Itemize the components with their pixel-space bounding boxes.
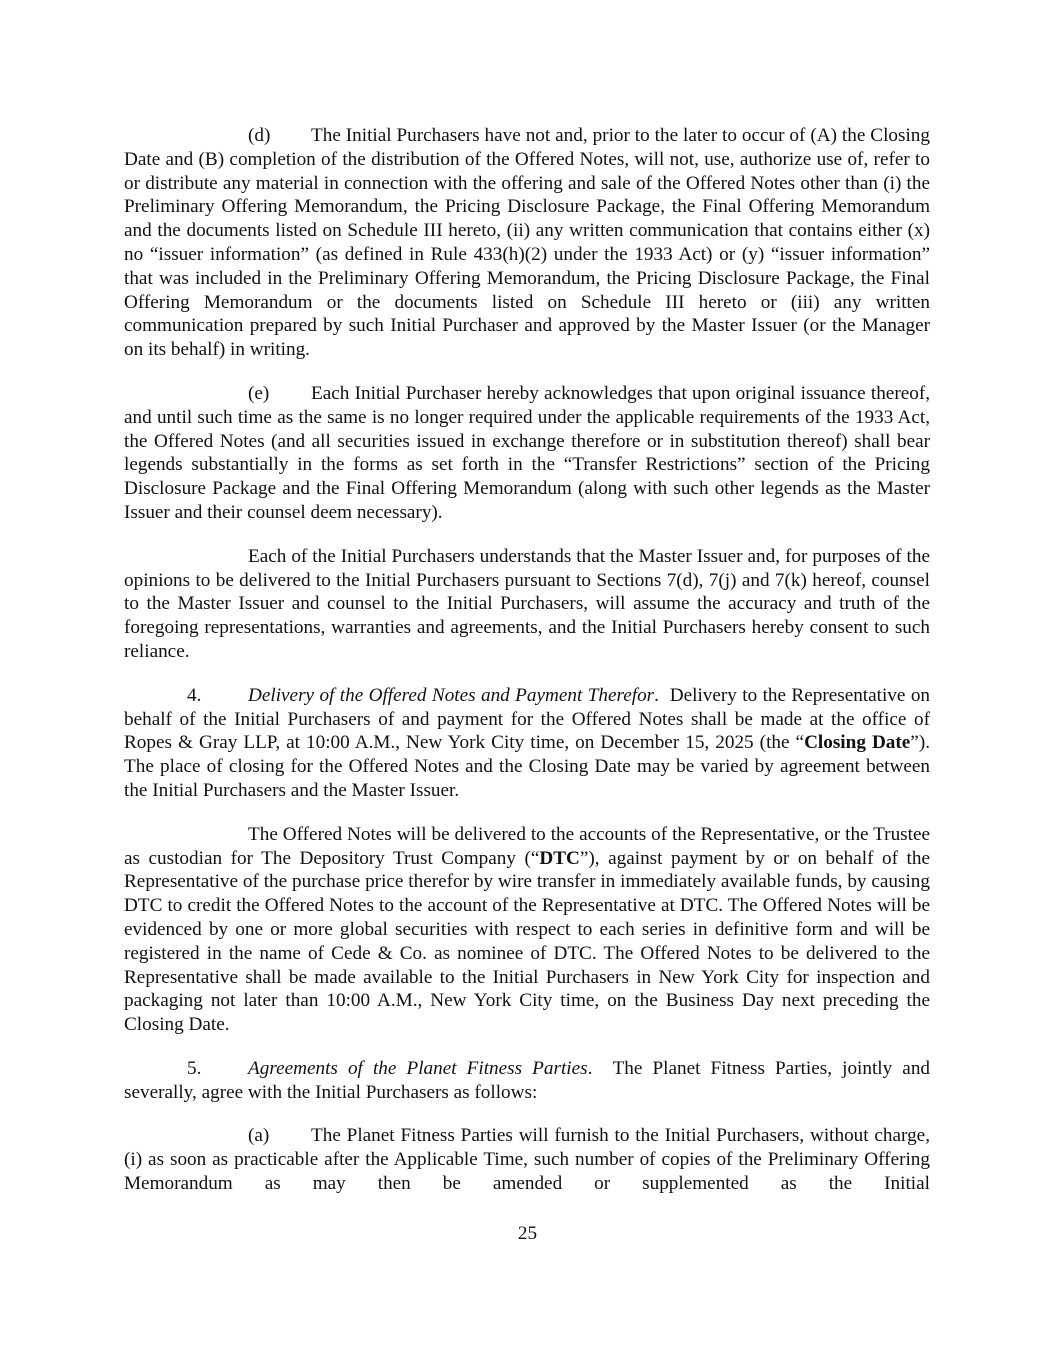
section-4-text-b: ”). The place of closing for the Offered Notes and the Closing Date may be varied by agreement between the Initial Purchasers and the Master Issuer.: [124, 732, 930, 801]
paragraph-e-text: Each Initial Purchaser hereby acknowledges that upon original issuance thereof, and until such time as the same is no longer required under the applicable requirements of the 1933 Act, the Offered Notes (and all securities issued in exchange therefore or in substitution thereof) shall bear legends substantially in the forms as set forth in the “Transfer Restrictions” section of the Pricing Disclosure Package and the Final Offering Memorandum (along with such other legends as the Master Issuer and their counsel deem necessary).: [124, 382, 930, 523]
section-5-number: 5.: [187, 1057, 202, 1079]
section-5-heading-punct: .: [587, 1057, 593, 1079]
paragraph-e: [124, 382, 930, 525]
paragraph-a: [124, 1124, 930, 1195]
closing-date-term: Closing Date: [804, 732, 911, 754]
paragraph-d-label: (d): [248, 125, 271, 146]
paragraph-a-text: The Planet Fitness Parties will furnish to the Initial Purchasers, without charge, (i) as soon as practicable after the Applicable Time, such number of copies of the Preliminary Offering Memorandum as may then be amended or supplemented as the Initial: [124, 1125, 930, 1195]
section-5-heading: Agreements of the Planet Fitness Parties: [248, 1057, 588, 1079]
paragraph-delivery-text-b: ”), against payment by or on behalf of the Representative of the purchase price therefor by wire transfer in immediately available funds, by causing DTC to credit the Offered Notes to the account of the Representative at DTC. The Offered Notes will be evidenced by one or more global securities with respect to each series in definitive form and will be registered in the name of Cede & Co. as nominee of DTC. The Offered Notes to be delivered to the Representative shall be made available to the Initial Purchasers in New York City for inspection and packaging not later than 10:00 A.M., New York City time, on the Business Day next preceding the Closing Date.: [124, 847, 930, 1036]
paragraph-reliance-text: Each of the Initial Purchasers understands that the Master Issuer and, for purposes of the opinions to be delivered to the Initial Purchasers pursuant to Sections 7(d), 7(j) and 7(k) hereof, counsel to the Master Issuer and counsel to the Initial Purchasers, will assume the accuracy and truth of the foregoing representations, warranties and agreements, and the Initial Purchasers hereby consent to such reliance.: [124, 545, 930, 662]
section-4-number: 4.: [187, 684, 202, 706]
paragraph-a-label: (a): [248, 1125, 270, 1147]
paragraph-delivery: [124, 823, 930, 1037]
paragraph-delivery-text-a: The Offered Notes will be delivered to the accounts of the Representative, or the Trustee as custodian for The Depository Trust Company (“: [124, 823, 930, 869]
section-4-heading-punct: .: [654, 684, 659, 706]
paragraph-e-label: (e): [248, 382, 270, 404]
page-number: 25: [517, 1223, 538, 1244]
paragraph-d: [124, 124, 930, 362]
section-4-heading: Delivery of the Offered Notes and Payment Therefor: [248, 684, 655, 706]
paragraph-reliance: [124, 545, 930, 664]
section-4-text-a: Delivery to the Representative on behalf of the Initial Purchasers of and payment for the Offered Notes shall be made at the office of Ropes & Gray LLP, at 10:00 A.M., New York City time, on December 15, 2025 (the “: [124, 684, 931, 754]
section-4: [124, 684, 930, 803]
section-5-text: The Planet Fitness Parties, jointly and severally, agree with the Initial Purchasers as follows:: [124, 1057, 931, 1103]
document-page: [124, 124, 930, 1216]
section-5: [124, 1057, 930, 1105]
dtc-term: DTC: [539, 847, 580, 869]
paragraph-d-text: The Initial Purchasers have not and, prior to the later to occur of (A) the Closing Date and (B) completion of the distribution of the Offered Notes, will not, use, authorize use of, refer to or distribute any material in connection with the offering and sale of the Offered Notes other than (i) the Preliminary Offering Memorandum, the Pricing Disclosure Package, the Final Offering Memorandum and the documents listed on Schedule III hereto, (ii) any written communication that contains either (x) no “issuer information” (as defined in Rule 433(h)(2) under the 1933 Act) or (y) “issuer information” that was included in the Preliminary Offering Memorandum, the Pricing Disclosure Package, the Final Offering Memorandum or the documents listed on Schedule III hereto or (iii) any written communication prepared by such Initial Purchaser and approved by the Master Issuer (or the Manager on its behalf) in writing.: [124, 125, 930, 361]
